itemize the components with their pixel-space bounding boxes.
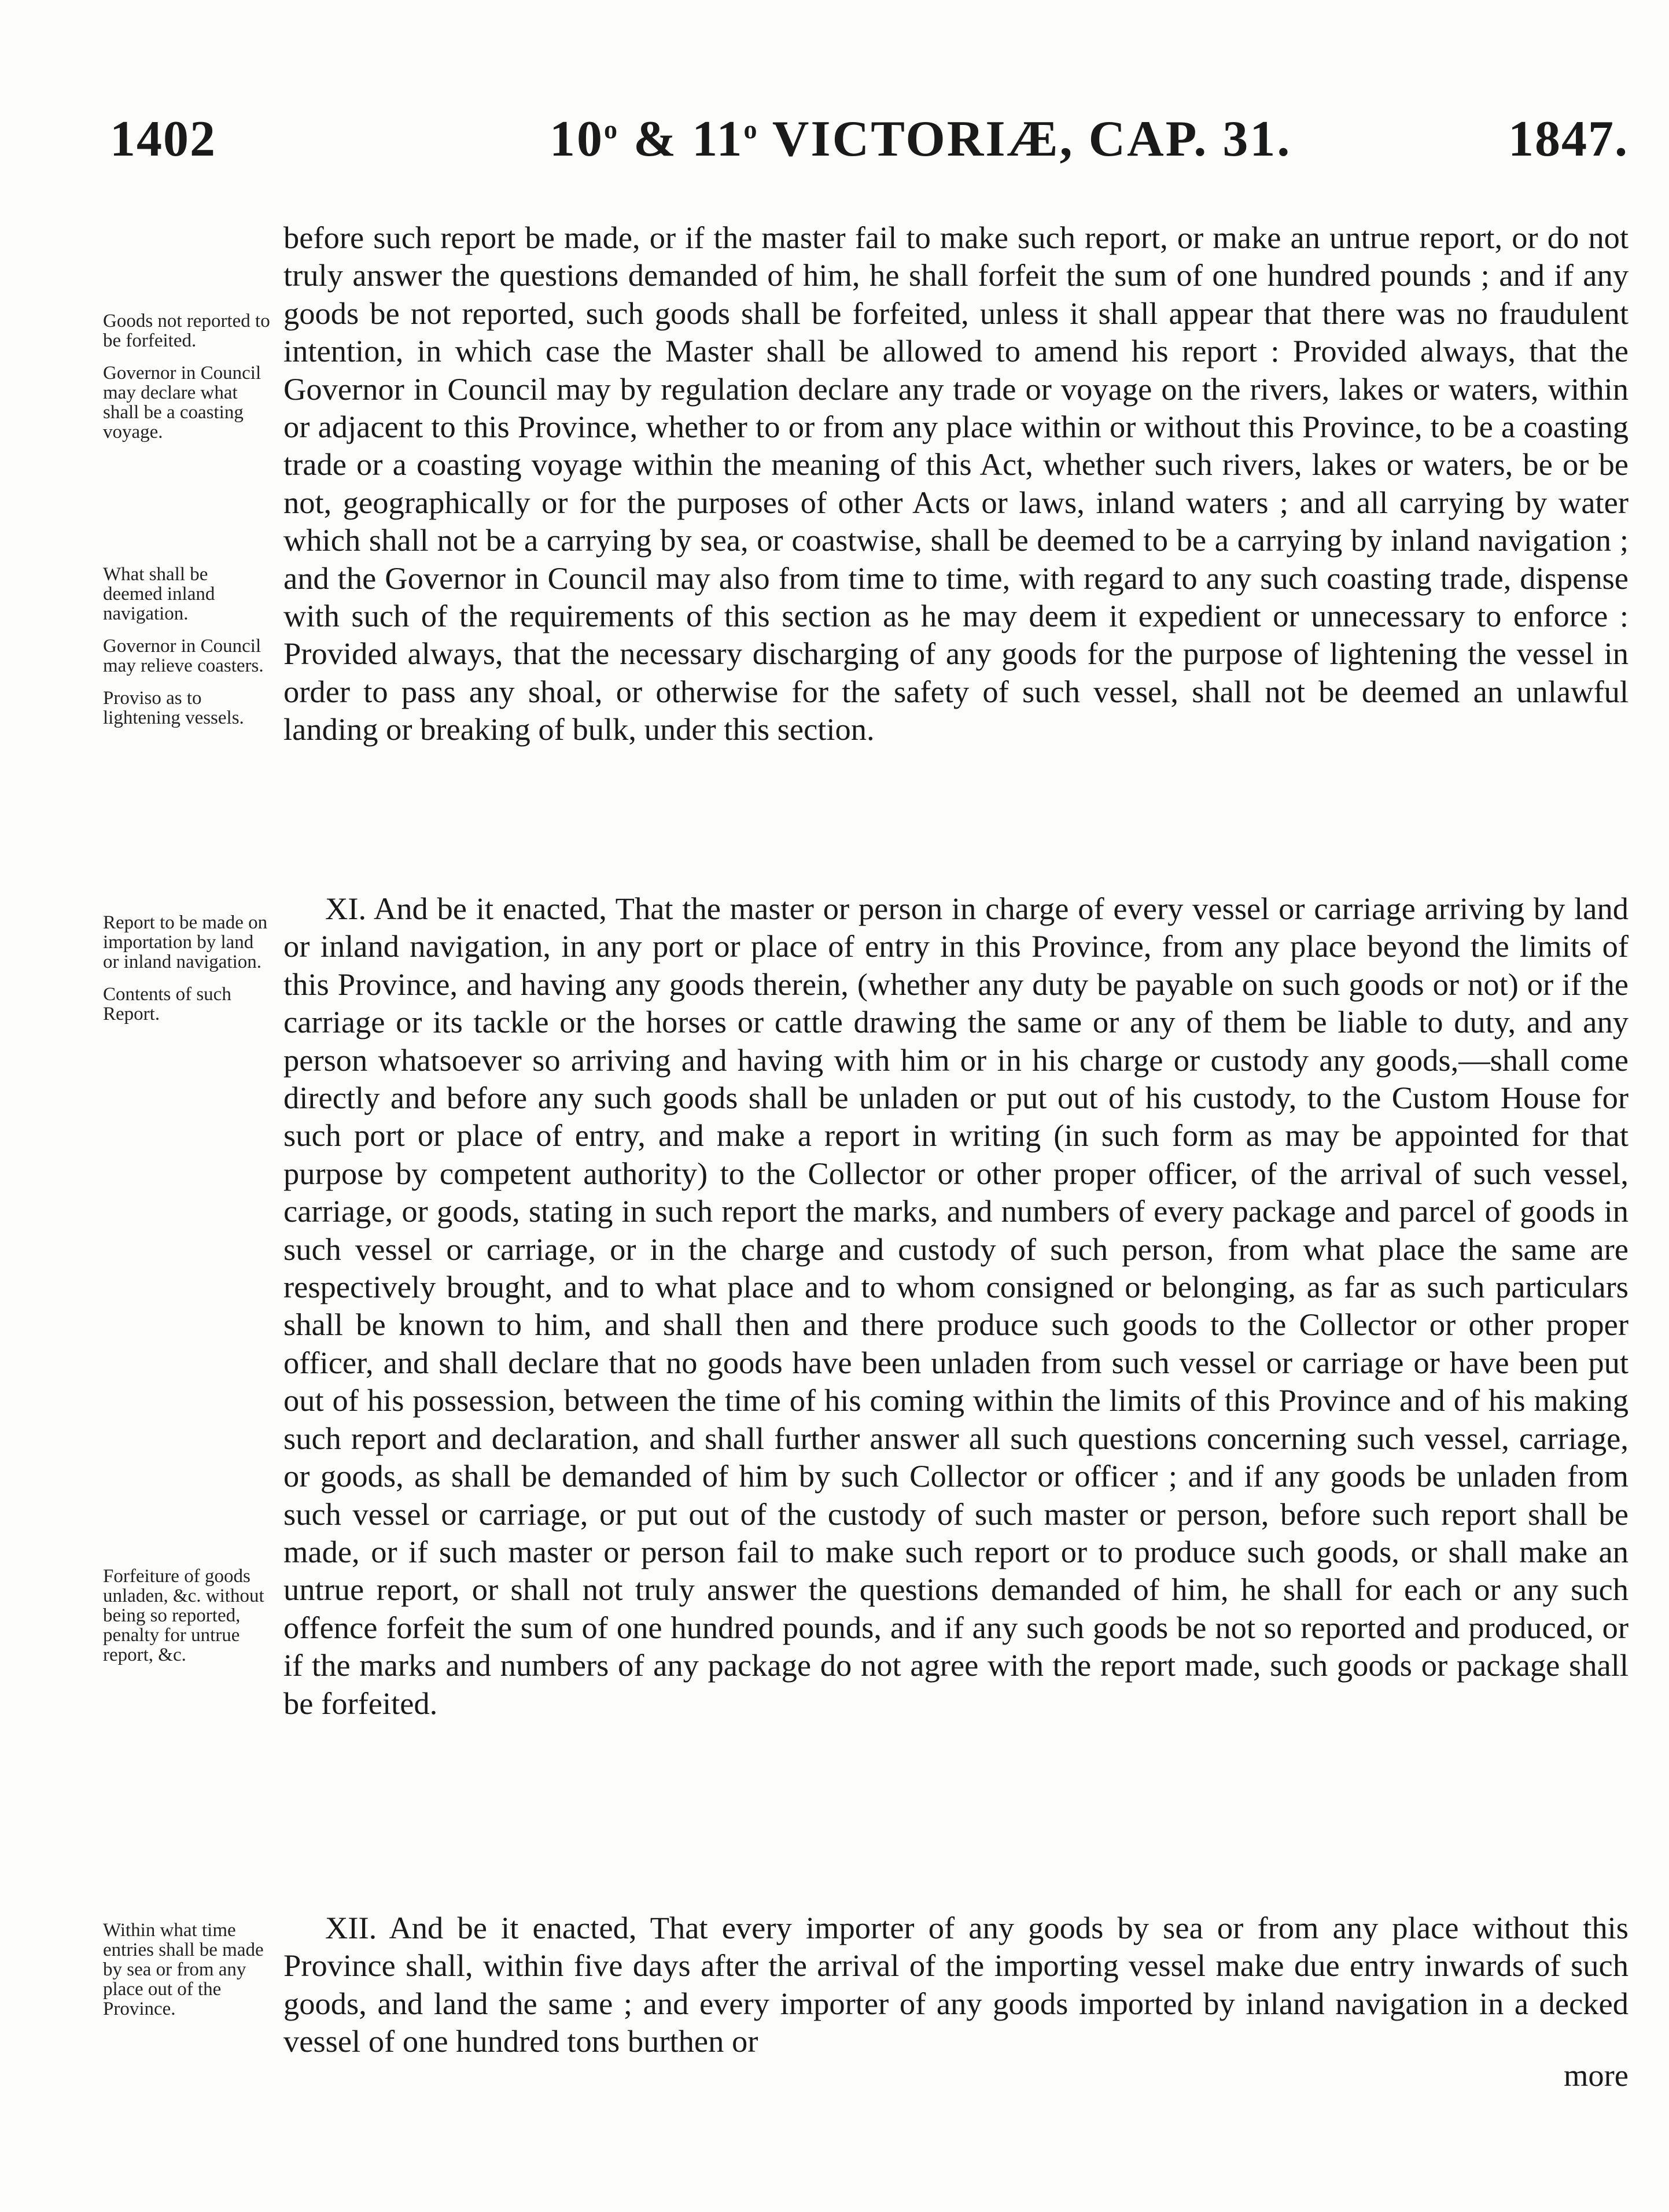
marginal-note: Within what time entries shall be made by sea or from any place out of the Province. [103,1920,264,2019]
marginal-note-group-4 [103,1566,272,1678]
marginal-note: Report to be made on importation by land or inland navigation. [103,912,268,972]
running-title-part3: VICTORIÆ, CAP. 31. [758,111,1292,167]
marginal-note: Forfeiture of goods unladen, &c. without being so reported, penalty for untrue report, &c. [103,1566,264,1665]
marginal-note: Goods not reported to be forfeited. [103,311,270,351]
marginal-note: Governor in Council may declare what shall be a coasting voyage. [103,363,261,443]
running-title-part1: 10 [550,111,604,167]
page-header [110,110,1629,179]
marginal-note-group-2 [103,565,272,740]
marginal-note: Governor in Council may relieve coasters. [103,636,264,676]
section-xii-paragraph: XII. And be it enacted, That every importer of any goods by sea or from any place without this Province shall, within five days after the arrival of the importing vessel make due entry inwards of such goods, and land the same ; and every importer of any goods imported by inland navigation in a decked vessel of one hundred tons burthen or [283,1910,1629,2059]
catchword: more [1564,2058,1629,2093]
running-title-part2: & 11 [619,111,744,167]
marginal-note: What shall be deemed inland navigation. [103,564,215,624]
running-title-sup1: o [604,115,619,144]
continuation-paragraph: before such report be made, or if the master fail to make such report, or make an untrue report, or do not truly answer the questions demanded of him, he shall forfeit the sum of one hundred pounds ; and if any goods be not reported, such goods shall be forfeited, unless it shall appear that there was no fraudulent intention, in which case the Master shall be allowed to amend his report : Provided always, that the Governor in Council may by regulation declare any trade or voyage on the rivers, lakes or waters, within or adjacent to this Province, whether to or from any place within or without this Province, to be a coasting trade or a coasting voyage within the meaning of this Act, whether such rivers, lakes or waters, be or be not, geographically or for the purposes of other Acts or laws, inland waters ; and all carrying by water which shall not be a carrying by sea, or coastwise, shall be deemed to be a carrying by inland navigation ; and the Governor in Council may also from time to time, with regard to any such coasting trade, dispense with such of the requirements of this section as he may deem it expedient or unnecessary to enforce : Provided always, that the necessary discharging of any goods for the purpose of lightening the vessel in order to pass any shoal, or otherwise for the safety of such vessel, shall not be deemed an unlawful landing or breaking of bulk, under this section. [283,220,1629,747]
running-title [550,110,1291,168]
marginal-note-group-3 [103,913,272,1037]
marginal-note: Contents of such Report. [103,984,231,1024]
running-title-sup2: o [743,115,759,144]
marginal-note: Proviso as to lightening vessels. [103,688,244,728]
marginal-note-group-1 [103,311,272,455]
marginal-note-group-5 [103,1920,272,2032]
header-year: 1847. [1508,111,1629,167]
page-number: 1402 [110,111,216,167]
section-xi-paragraph: XI. And be it enacted, That the master or person in charge of every vessel or carriage arriving by land or inland navigation, in any port or place of entry in this Province, from any place beyond the limits of this Province, and having any goods therein, (whether any duty be payable on such goods or not) or if the carriage or its tackle or the horses or cattle drawing the same or any of them be liable to duty, and any person whatsoever so arriving and having with him or in his charge or custody any goods,—shall come directly and before any such goods shall be unladen or put out of his custody, to the Custom House for such port or place of entry, and make a report in writing (in such form as may be appointed for that purpose by competent authority) to the Collector or other proper officer, of the arrival of such vessel, carriage, or goods, stating in such report the marks, and numbers of every package and parcel of goods in such vessel or carriage, or in the charge and custody of such person, from what place the same are respectively brought, and to what place and to whom consigned or belonging, as far as such particulars shall be known to him, and shall then and there produce such goods to the Collector or other proper officer, and shall declare that no goods have been unladen from such vessel or carriage or have been put out of his possession, between the time of his coming within the limits of this Province and of his making such report and declaration, and shall further answer all such questions concerning such vessel, carriage, or goods, as shall be demanded of him by such Collector or officer ; and if any goods be unladen from such vessel or carriage, or put out of the custody of such master or person, before such report shall be made, or if such master or person fail to make such report or to produce such goods, or shall make an untrue report, or shall not truly answer the questions demanded of him, he shall for each or any such offence forfeit the sum of one hundred pounds, and if any such goods be not so reported and produced, or if the marks and numbers of any package do not agree with the report made, such goods or package shall be forfeited. [283,891,1629,1721]
